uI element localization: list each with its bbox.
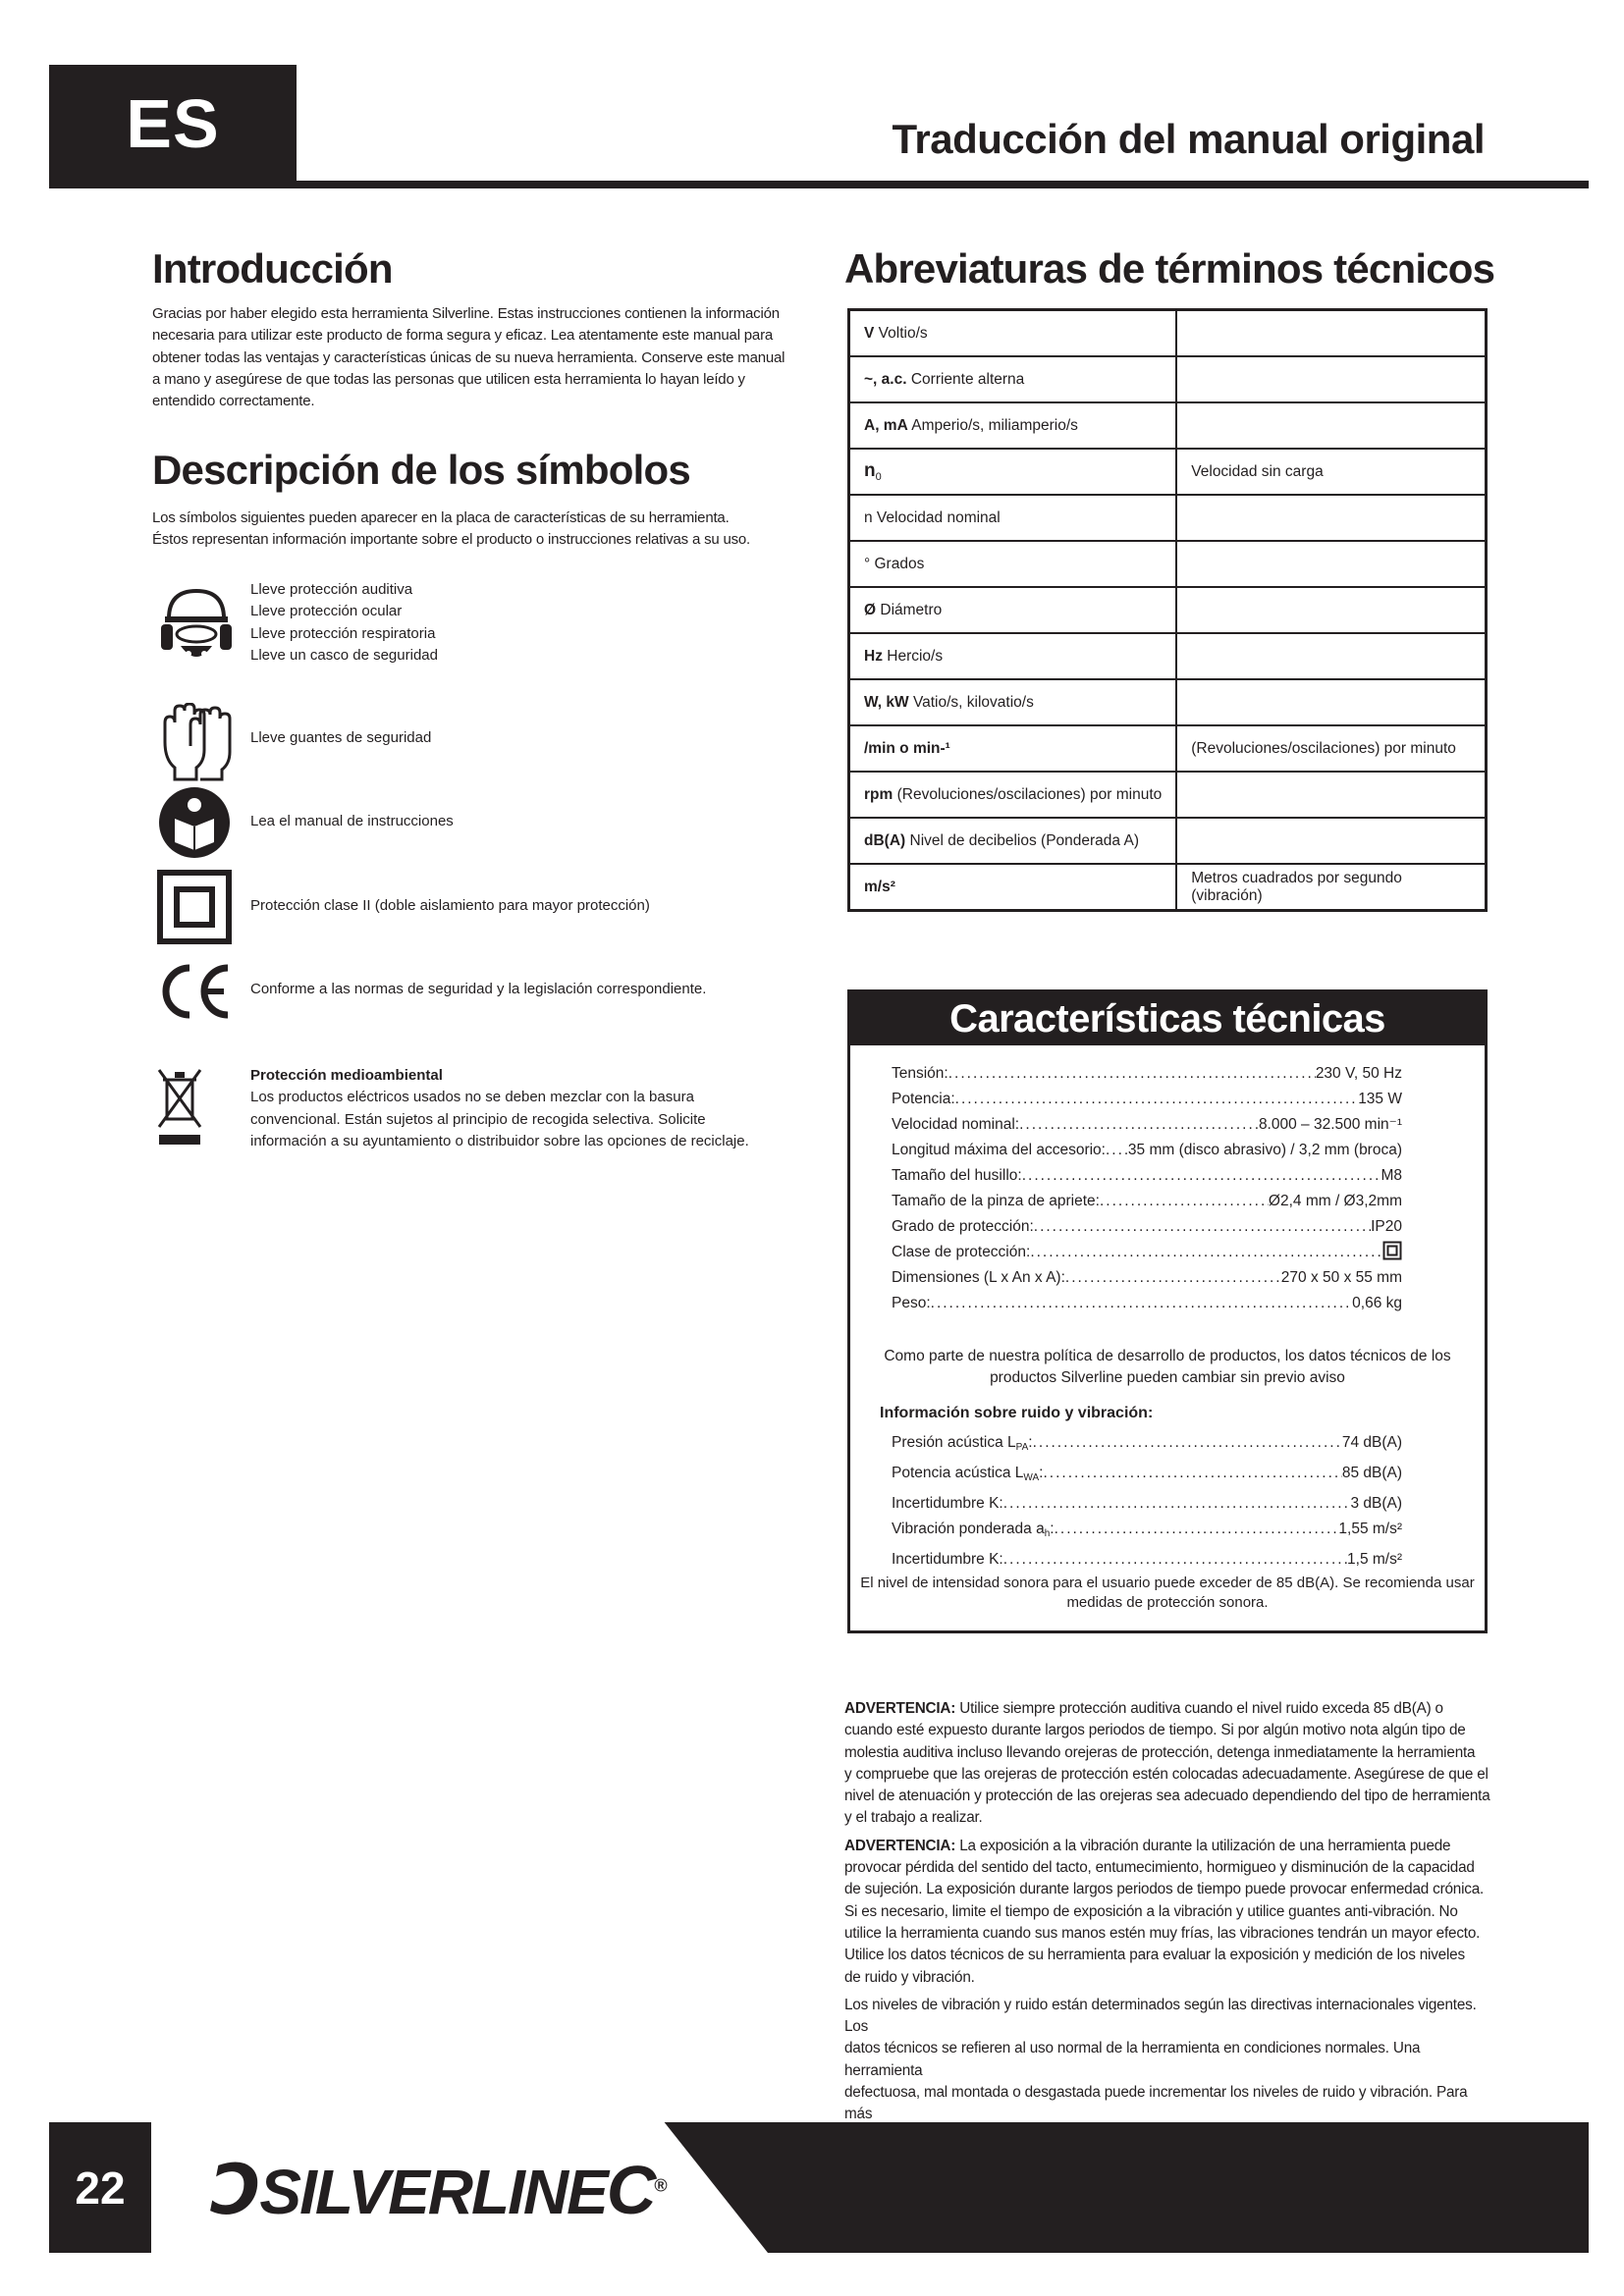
class-ii-text: Protección clase II (doble aislamiento para mayor protección) bbox=[250, 897, 650, 914]
intro-text: Gracias por haber elegido esta herramienta Silverline. Estas instrucciones contienen la información necesaria para utilizar este producto de forma segura y eficaz. Lea atentamente este manual para obtener todas las ventajas y características únicas de su nueva herramienta. Conserve este manual a mano y asegúrese de que todas las personas que utilicen esta herramienta lo hayan leído y entendido correctamente. bbox=[152, 305, 785, 410]
symbols-intro: Los símbolos siguientes pueden aparecer en la placa de características de su herramienta. Éstos representan información importante sobre el producto o instrucciones relativas a su uso. bbox=[152, 509, 751, 549]
silverline-logo: ↃSILVERLINEC® bbox=[211, 2152, 666, 2228]
table-row: V Voltio/s bbox=[849, 310, 1487, 357]
noise-row: Vibración ponderada $a_h$: ..... 1,55 m/s² bbox=[892, 1517, 1402, 1547]
specs-box bbox=[847, 989, 1488, 1633]
table-row: m/s² Metros cuadrados por segundo (vibración) bbox=[849, 864, 1487, 911]
noise-row: Potencia acústica $L_{WA}$: ..... 85 dB(A) bbox=[892, 1461, 1402, 1491]
spec-row: Potencia: ..... 135 W bbox=[892, 1087, 1402, 1112]
class-ii-icon bbox=[157, 870, 232, 944]
spec-row: Tensión: ..... 230 V, 50 Hz bbox=[892, 1061, 1402, 1087]
gloves-icon bbox=[157, 703, 236, 781]
spec-row: Tamaño del husillo: ..... M8 bbox=[892, 1163, 1402, 1189]
class-ii-small-icon bbox=[1382, 1240, 1402, 1265]
noise-row: Presión acústica $L_{PA}$: ..... 74 dB(A) bbox=[892, 1430, 1402, 1461]
table-row: ~, a.c. Corriente alterna bbox=[849, 356, 1487, 402]
noise-note: El nivel de intensidad sonora para el usuario puede exceder de 85 dB(A). Se recomienda usar medidas de protección sonora. bbox=[860, 1575, 1475, 1611]
specs-heading: Características técnicas bbox=[850, 992, 1485, 1045]
table-row: A, mA Amperio/s, miliamperio/s bbox=[849, 402, 1487, 449]
table-row: rpm (Revoluciones/oscilaciones) por minuto bbox=[849, 772, 1487, 818]
spec-row: Grado de protección: ..... IP20 bbox=[892, 1214, 1402, 1240]
noise-row: Incertidumbre K: ..... 3 dB(A) bbox=[892, 1491, 1402, 1517]
table-row: n Velocidad nominal bbox=[849, 495, 1487, 541]
gloves-text: Lleve guantes de seguridad bbox=[250, 729, 432, 746]
spec-row: Dimensiones (L x An x A): ..... 270 x 50 x 55 mm bbox=[892, 1265, 1402, 1291]
read-manual-text: Lea el manual de instrucciones bbox=[250, 813, 454, 829]
weee-bin-icon bbox=[157, 1066, 202, 1148]
abbr-heading: Abreviaturas de términos técnicos bbox=[844, 245, 1495, 292]
weee-text: Protección medioambiental Los productos eléctricos usados no se deben mezclar con la basura convencional. Están sujetos al principio de recogida selectiva. Solicite información a su ayuntamiento o distribuidor sobre las opciones de reciclaje. bbox=[250, 1067, 749, 1149]
table-row: Hz Hercio/s bbox=[849, 633, 1487, 679]
ppe-head-icon bbox=[157, 585, 236, 667]
warning-vibration: ADVERTENCIA: La exposición a la vibración durante la utilización de una herramienta puede provocar pérdida del sentido del tacto, entumecimiento, hormigueo y disminución de la capacidad de sujeción. La exposición durante largos periodos de tiempo puede provocar enfermedad crónica. Si es necesario, limite el tiempo de exposición a la vibración y utilice guantes anti-vibración. No utilice la herramienta cuando sus manos estén muy frías, las vibraciones tendrán un mayor efecto. Utilice los datos técnicos de su herramienta para evaluar la exposición y medición de los niveles de ruido y vibración. bbox=[844, 1837, 1485, 1986]
table-row: Ø Diámetro bbox=[849, 587, 1487, 633]
spec-row: Tamaño de la pinza de apriete: ..... Ø2,4 mm / Ø3,2mm bbox=[892, 1189, 1402, 1214]
abbreviations-table bbox=[847, 308, 1488, 912]
spec-row: Velocidad nominal: ..... 8.000 – 32.500 min⁻¹ bbox=[892, 1112, 1402, 1138]
table-row: ° Grados bbox=[849, 541, 1487, 587]
intro-heading: Introducción bbox=[152, 245, 393, 292]
noise-heading: Información sobre ruido y vibración: bbox=[880, 1405, 1154, 1421]
warnings bbox=[844, 1698, 1492, 2148]
vibration-info: Los niveles de vibración y ruido están determinados según las directivas internacionales vigentes. Los datos técnicos se refieren al uso normal de la herramienta en condiciones normales. Una herramienta defectuosa, mal montada o desgastada puede incrementar los niveles de ruido y vibración. Para más bbox=[844, 1995, 1492, 2148]
spec-row: Longitud máxima del accesorio: ..... 35 mm (disco abrasivo) / 3,2 mm (broca) bbox=[892, 1138, 1402, 1163]
table-row: $n_0$ Velocidad sin carga bbox=[849, 449, 1487, 495]
ppe-text: Lleve protección auditiva Lleve protección ocular Lleve protección respiratoria Lleve un casco de seguridad bbox=[250, 581, 438, 664]
noise-list bbox=[892, 1430, 1402, 1573]
header-rule bbox=[49, 181, 1589, 188]
table-row: /min o min-¹ (Revoluciones/oscilaciones) por minuto bbox=[849, 725, 1487, 772]
read-manual-icon bbox=[157, 785, 232, 860]
page-number: 22 bbox=[75, 2162, 126, 2214]
spec-row: Clase de protección: ..... bbox=[892, 1240, 1402, 1265]
specs-note: Como parte de nuestra política de desarrollo de productos, los datos técnicos de los productos Silverline pueden cambiar sin previo aviso bbox=[884, 1348, 1451, 1386]
table-row: W, kW Vatio/s, kilovatio/s bbox=[849, 679, 1487, 725]
spec-row: Peso: ..... 0,66 kg bbox=[892, 1291, 1402, 1316]
ce-mark-icon bbox=[157, 962, 232, 1021]
ce-text: Conforme a las normas de seguridad y la legislación correspondiente. bbox=[250, 981, 707, 997]
language-tab: ES bbox=[49, 65, 297, 183]
footer-divider bbox=[151, 2122, 159, 2253]
warning-noise: ADVERTENCIA: Utilice siempre protección auditiva cuando el nivel ruido exceda 85 dB(A) o cuando esté expuesto durante largos periodos de tiempo. Si por algún motivo nota algún tipo de molestia auditiva incluso llevando orejeras de protección, detenga inmediatamente la herramienta y compruebe que las orejeras de protección estén colocadas adecuadamente. Asegúrese de que el nivel de atenuación y protección de las orejeras sea adecuado dependiendo del tipo de herramienta y el trabajo a realizar. bbox=[844, 1700, 1490, 1827]
table-row: dB(A) Nivel de decibelios (Ponderada A) bbox=[849, 818, 1487, 864]
specs-list bbox=[892, 1061, 1402, 1316]
page-header-title: Traducción del manual original bbox=[892, 116, 1485, 162]
noise-row: Incertidumbre K: ..... 1,5 m/s² bbox=[892, 1547, 1402, 1573]
symbols-heading: Descripción de los símbolos bbox=[152, 447, 690, 493]
